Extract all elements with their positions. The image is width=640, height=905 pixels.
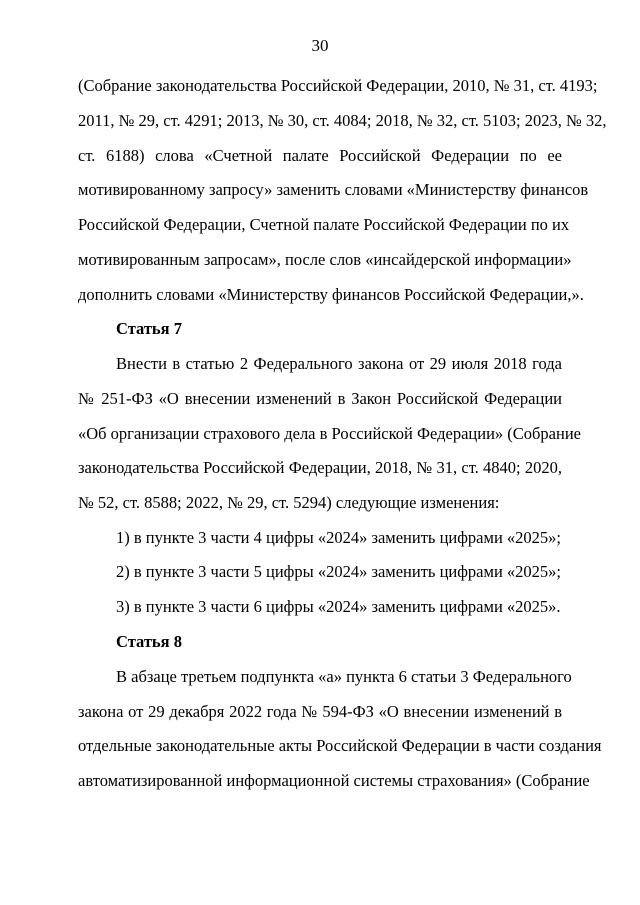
paragraph-line: закона от 29 декабря 2022 года № 594-ФЗ «О внесении изменений в bbox=[78, 702, 562, 721]
paragraph-line: «Об организации страхового дела в Российской Федерации» (Собрание bbox=[78, 424, 581, 443]
paragraph-line: автоматизированной информационной системы страхования» (Собрание bbox=[78, 771, 590, 790]
list-item: 3) в пункте 3 части 6 цифры «2024» заменить цифрами «2025». bbox=[116, 597, 561, 616]
paragraph-line: № 52, ст. 8588; 2022, № 29, ст. 5294) следующие изменения: bbox=[78, 493, 500, 512]
paragraph-line: мотивированным запросам», после слов «инсайдерской информации» bbox=[78, 250, 572, 269]
page-number: 30 bbox=[311, 36, 329, 55]
paragraph-line: законодательства Российской Федерации, 2018, № 31, ст. 4840; 2020, bbox=[78, 458, 562, 477]
paragraph-line: дополнить словами «Министерству финансов Российской Федерации,». bbox=[78, 285, 584, 304]
paragraph-line: № 251-ФЗ «О внесении изменений в Закон Российской Федерации bbox=[78, 389, 562, 408]
paragraph-line: Внести в статью 2 Федерального закона от 29 июля 2018 года bbox=[116, 354, 562, 373]
paragraph-line: (Собрание законодательства Российской Федерации, 2010, № 31, ст. 4193; bbox=[78, 76, 598, 95]
list-item: 1) в пункте 3 части 4 цифры «2024» заменить цифрами «2025»; bbox=[116, 528, 561, 547]
paragraph-line: мотивированному запросу» заменить словами «Министерству финансов bbox=[78, 180, 589, 199]
article-heading: Статья 7 bbox=[116, 319, 182, 338]
list-item: 2) в пункте 3 части 5 цифры «2024» заменить цифрами «2025»; bbox=[116, 562, 561, 581]
paragraph-line: ст. 6188) слова «Счетной палате Российской Федерации по ее bbox=[78, 146, 562, 165]
paragraph-line: В абзаце третьем подпункта «а» пункта 6 статьи 3 Федерального bbox=[116, 667, 572, 686]
paragraph-line: отдельные законодательные акты Российской Федерации в части создания bbox=[78, 736, 602, 755]
paragraph-line: 2011, № 29, ст. 4291; 2013, № 30, ст. 4084; 2018, № 32, ст. 5103; 2023, № 32, bbox=[78, 111, 607, 130]
article-heading: Статья 8 bbox=[116, 632, 182, 651]
paragraph-line: Российской Федерации, Счетной палате Российской Федерации по их bbox=[78, 215, 570, 234]
